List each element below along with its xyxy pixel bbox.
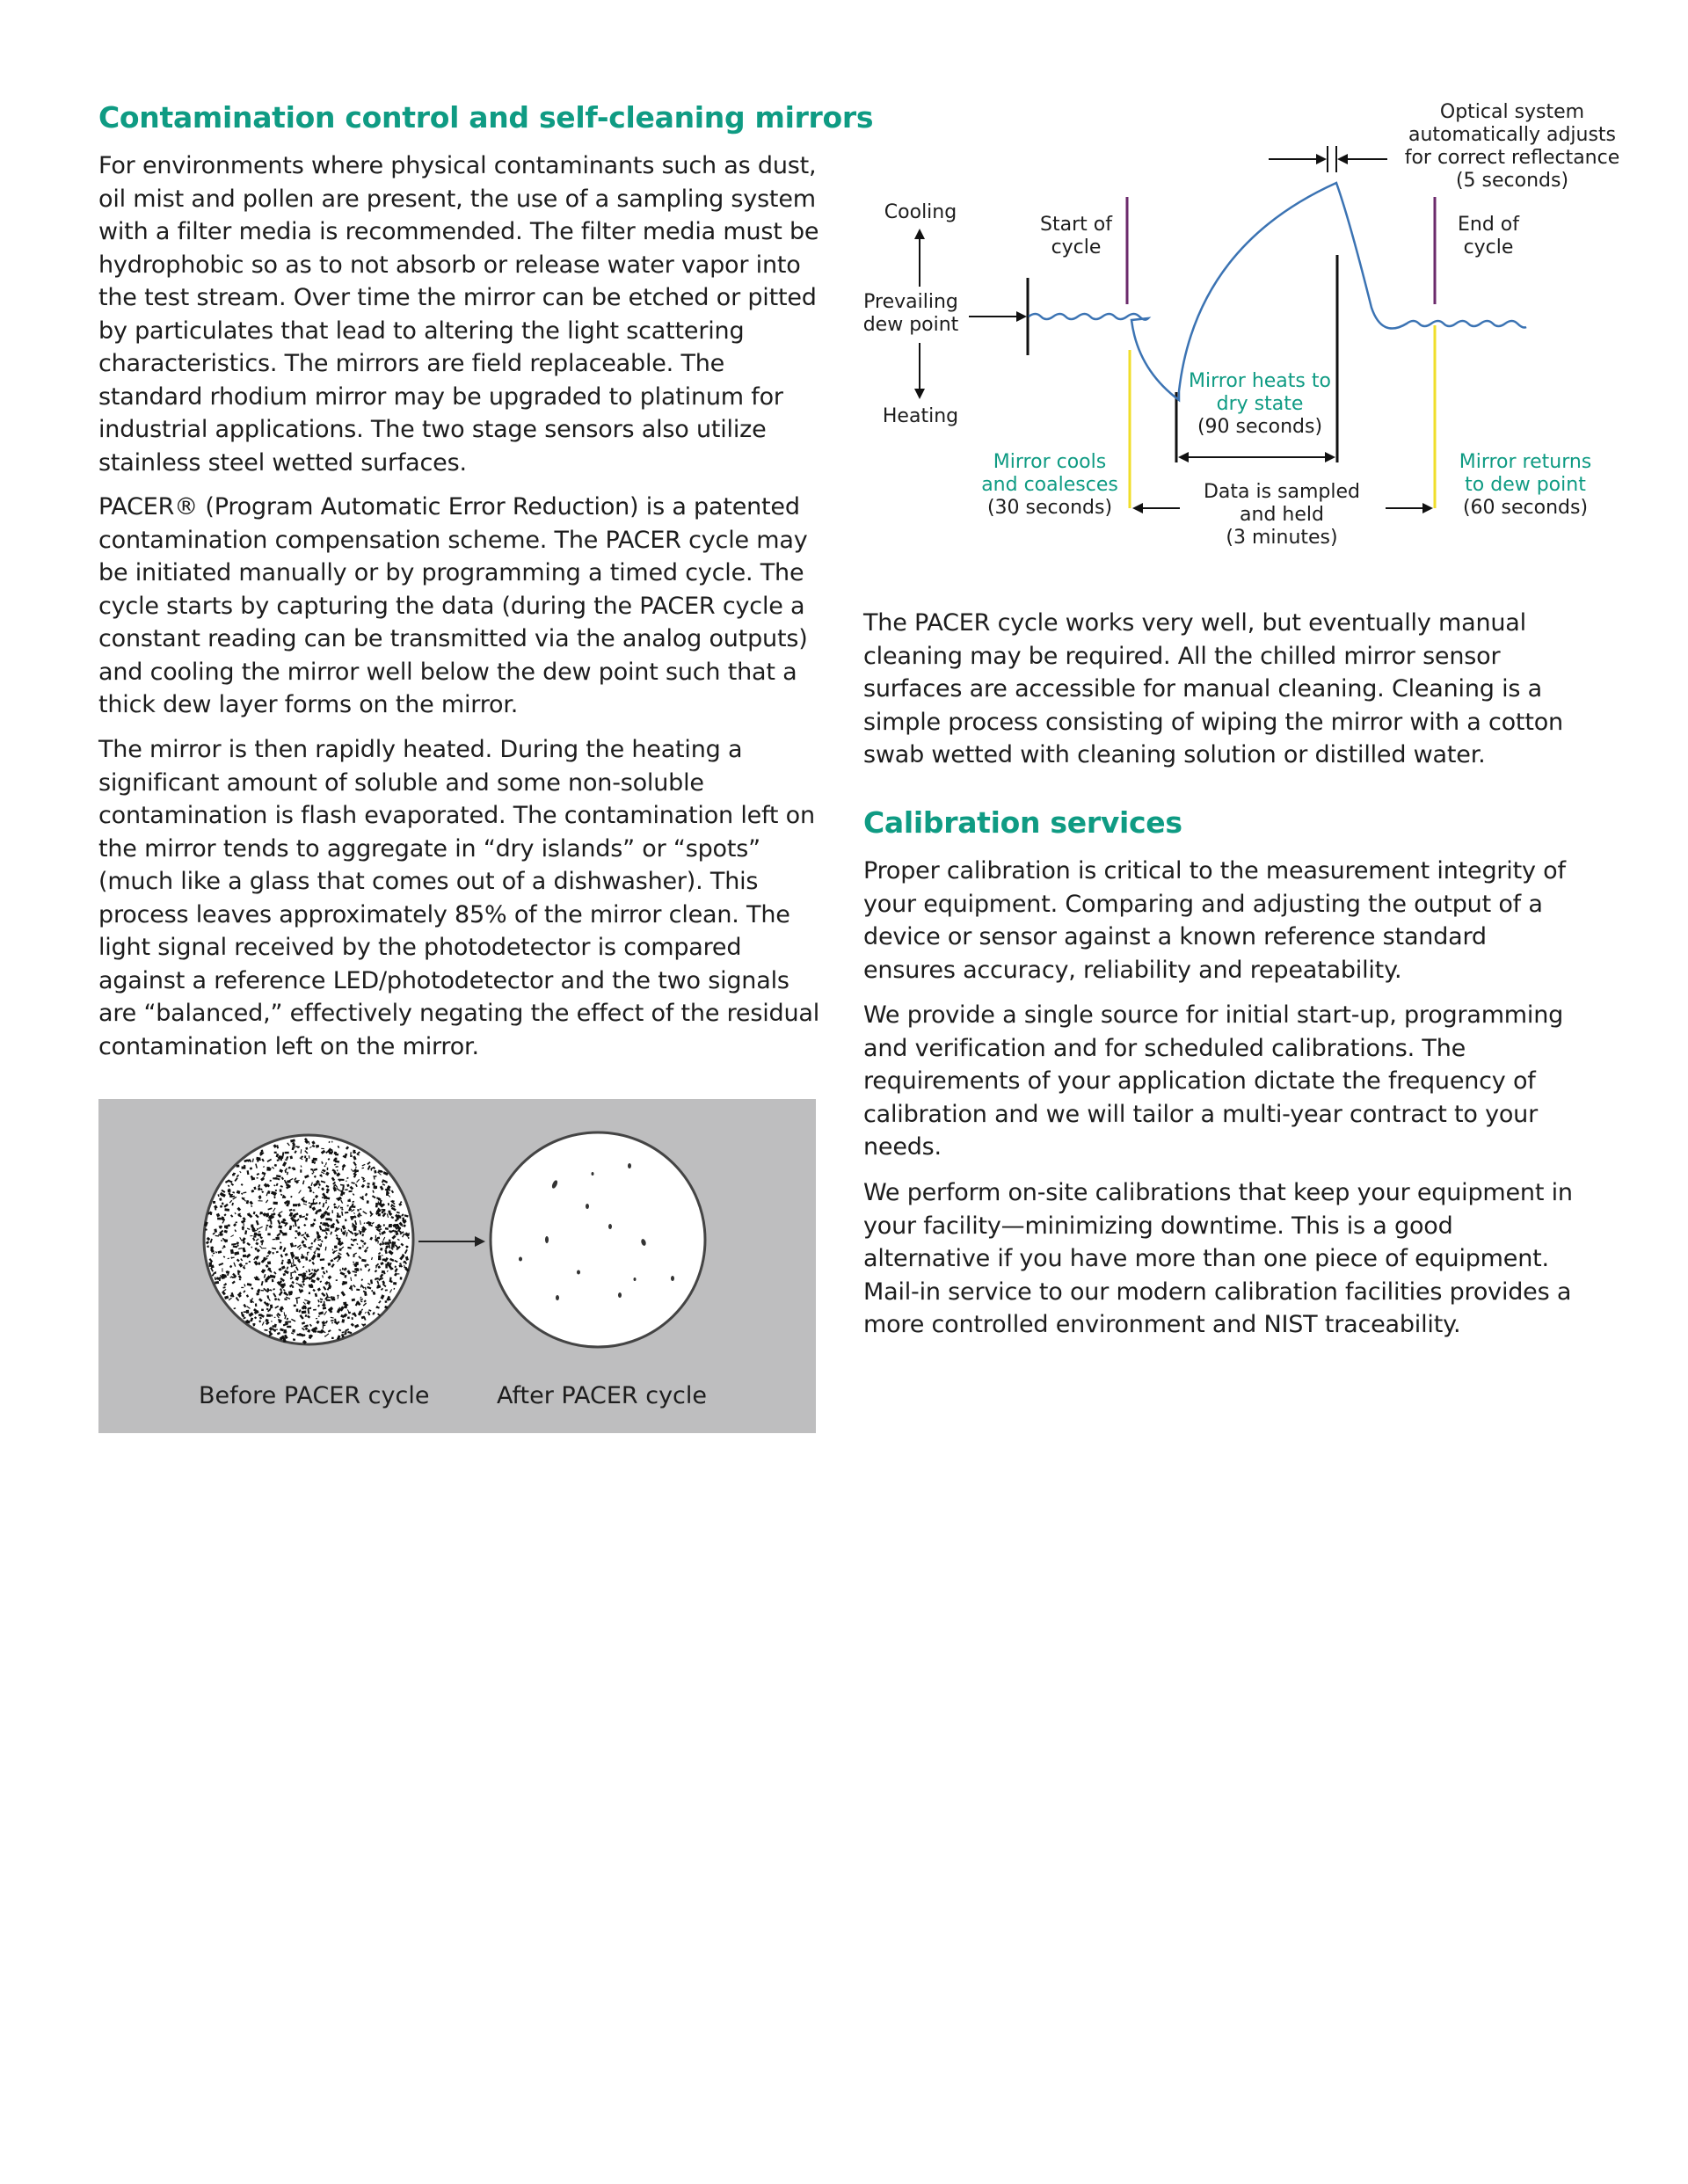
paragraph-calibration-importance: Proper calibration is critical to the measurement integrity of your equipment. Comparing and adjusting the output of a device or sensor against a known reference standard ensures accuracy, reliability and repeatability. <box>863 857 1566 984</box>
section-heading-calibration: Calibration services <box>863 805 1182 840</box>
pacer-cycle-diagram <box>844 88 1635 563</box>
heat-duration-head-left <box>1178 452 1189 462</box>
after-mirror-circle <box>491 1132 705 1347</box>
optical-note-line1: Optical system <box>1439 101 1585 123</box>
end-cycle-line2: cycle <box>1463 237 1514 258</box>
optical-arrow-right-head <box>1337 154 1348 164</box>
paragraph-on-site: We perform on-site calibrations that keep your equipment in your facility—minimizing downtime. This is a good alternative if you have more than one piece of equipment. Mail-in service to our modern calibration facilities provides a more controlled environment and NIST traceability. <box>863 1179 1573 1338</box>
paragraph-contaminants: For environments where physical contaminants such as dust, oil mist and pollen are present, the use of a sampling system with a filter media is recommended. The filter media must be hydrophobic so as to not absorb or release water vapor into the test stream. Over time the mirror can be etched or pitted by particulates that lead to altering the light scattering characteristics. The mirrors are field replaceable. The standard rhodium mirror may be upgraded to platinum for industrial applications. The two stage sensors also utilize stainless steel wetted surfaces. <box>98 152 819 477</box>
paragraph-manual-cleaning: The PACER cycle works very well, but eventually manual cleaning may be required. All the chilled mirror sensor surfaces are accessible for manual cleaning. Cleaning is a simple process consisting of wiping the mirror with a cotton swab wetted with cleaning solution or distilled water. <box>863 609 1563 768</box>
mirror-cools-time: (30 seconds) <box>986 497 1113 519</box>
pacer-before-after-figure <box>98 1099 816 1433</box>
start-cycle-line2: cycle <box>1051 237 1102 258</box>
cools-arrow-head <box>1132 503 1143 513</box>
heat-duration-head-right <box>1325 452 1335 462</box>
after-pacer-caption: After PACER cycle <box>497 1382 708 1409</box>
prevailing-label-line2: dew point <box>862 314 959 336</box>
heating-label: Heating <box>882 405 959 427</box>
paragraph-mirror-heated: The mirror is then rapidly heated. During the heating a significant amount of soluble and some non-soluble contamination is flash evaporated. The contamination left on the mirror tends to aggregate in “dry islands” or “spots” (much like a glass that comes out of a dishwasher). This process leaves approximately 85% of the mirror clean. The light signal received by the photodetector is compared against a reference LED/photodetector and the two signals are “balanced,” effectively negating the effect of the residual contamination left on the mirror. <box>98 736 819 1060</box>
mirror-cools-line2: and coalesces <box>981 474 1118 496</box>
end-cycle-line1: End of <box>1457 214 1520 236</box>
optical-note-line2: automatically adjusts <box>1408 124 1617 146</box>
mirror-returns-line1: Mirror returns <box>1459 451 1592 473</box>
mirror-returns-time: (60 seconds) <box>1462 497 1589 519</box>
mirror-heats-time: (90 seconds) <box>1197 416 1323 438</box>
mirror-heats-line1: Mirror heats to <box>1189 370 1331 392</box>
cooling-label: Cooling <box>884 201 957 223</box>
cooling-arrow-head <box>914 229 925 239</box>
heating-arrow-head <box>914 389 925 399</box>
mirror-cools-line1: Mirror cools <box>993 451 1107 473</box>
mirror-returns-line2: to dew point <box>1465 474 1586 496</box>
prevailing-label-line1: Prevailing <box>863 291 958 313</box>
arrow-head <box>475 1236 485 1247</box>
prevailing-arrow-head <box>1016 311 1027 322</box>
optical-arrow-left-head <box>1316 154 1327 164</box>
data-sampled-line2: and held <box>1240 504 1324 526</box>
start-cycle-line1: Start of <box>1040 214 1112 236</box>
optical-note-line4: (5 seconds) <box>1455 170 1569 192</box>
optical-note-line3: for correct reflectance <box>1404 147 1620 169</box>
data-sampled-line3: (3 minutes) <box>1226 527 1338 549</box>
returns-arrow-head <box>1422 503 1433 513</box>
data-sampled-line1: Data is sampled <box>1203 481 1361 503</box>
section-heading-contamination: Contamination control and self-cleaning mirrors <box>98 100 874 135</box>
paragraph-pacer-intro: PACER® (Program Automatic Error Reduction) is a patented contamination compensation scheme. The PACER cycle may be initiated manually or by programming a timed cycle. The cycle starts by capturing the data (during the PACER cycle a constant reading can be transmitted via the analog outputs) and cooling the mirror well below the dew point such that a thick dew layer forms on the mirror. <box>98 493 808 718</box>
paragraph-single-source: We provide a single source for initial start-up, programming and verification and for scheduled calibrations. The requirements of your application dictate the frequency of calibration and we will tailor a multi-year contract to your needs. <box>863 1001 1564 1161</box>
before-pacer-caption: Before PACER cycle <box>199 1382 430 1409</box>
mirror-heats-line2: dry state <box>1216 393 1304 415</box>
